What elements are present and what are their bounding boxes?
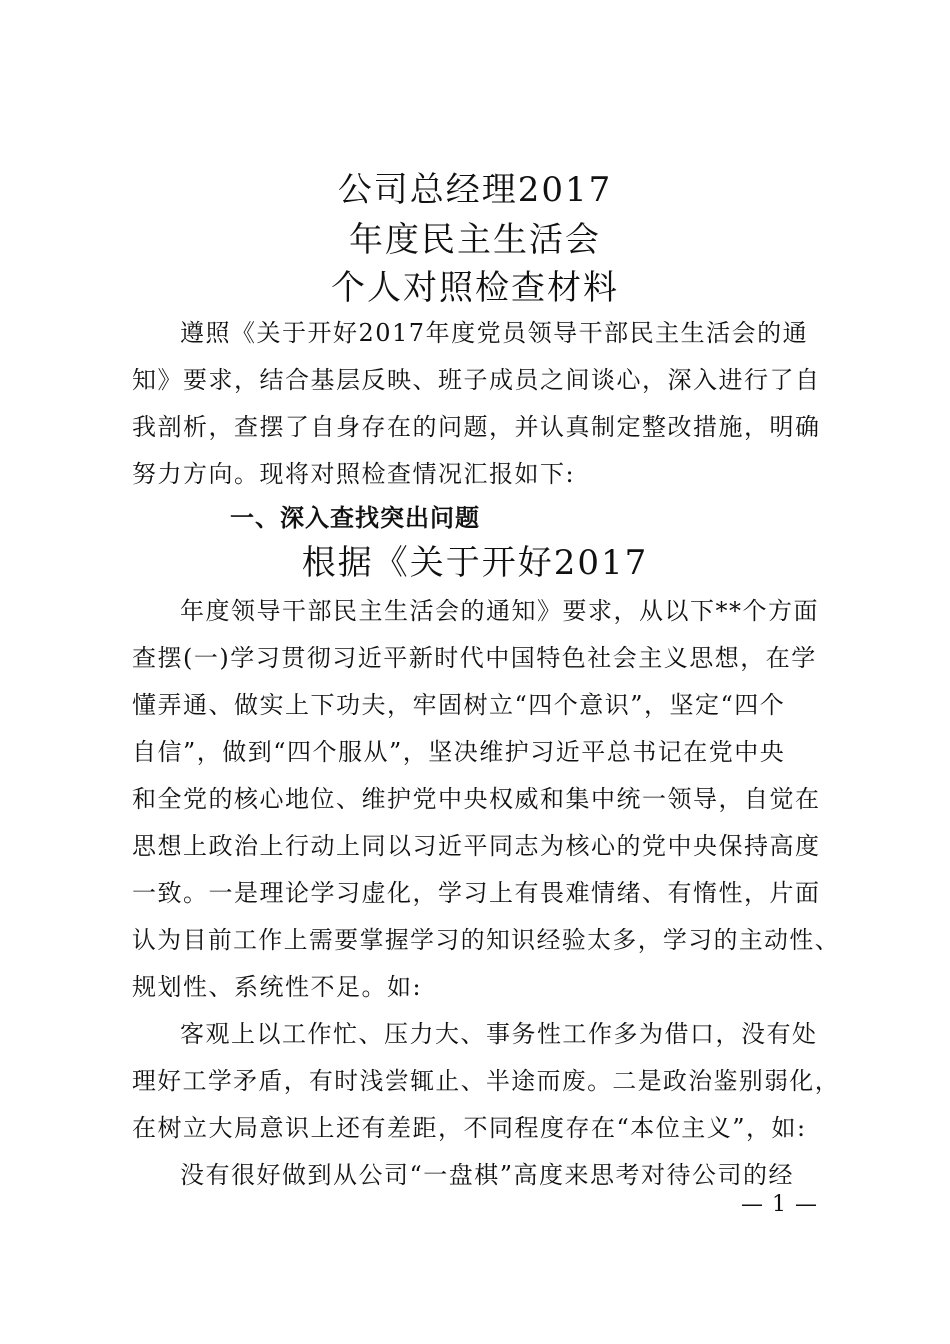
body-line-10: 客观上以工作忙、压力大、事务性工作多为借口，没有处 — [180, 1020, 818, 1048]
body-line-5: 和全党的核心地位、维护党中央权威和集中统一领导，自觉在 — [132, 785, 821, 813]
body-line-11: 理好工学矛盾，有时浅尝辄止、半途而废。二是政治鉴别弱化， — [132, 1067, 841, 1095]
body-line-7: 一致。一是理论学习虚化，学习上有畏难情绪、有惰性，片面 — [132, 879, 821, 907]
body-line-3: 懂弄通、做实上下功夫，牢固树立“四个意识”，坚定“四个 — [132, 691, 786, 719]
body-line-1: 年度领导干部民主生活会的通知》要求，从以下**个方面 — [180, 597, 819, 625]
body-line-8: 认为目前工作上需要掌握学习的知识经验太多，学习的主动性、 — [132, 926, 841, 954]
intro-line-4: 努力方向。现将对照检查情况汇报如下: — [132, 460, 576, 488]
body-line-13: 没有很好做到从公司“一盘棋”高度来思考对待公司的经 — [180, 1161, 795, 1189]
body-line-12: 在树立大局意识上还有差距，不同程度存在“本位主义”，如: — [132, 1114, 807, 1142]
intro-line-3: 我剖析，查摆了自身存在的问题，并认真制定整改措施，明确 — [132, 413, 821, 441]
intro-line-1: 遵照《关于开好2017年度党员领导干部民主生活会的通 — [180, 319, 809, 347]
document-title-line-3: 个人对照检查材料 — [331, 268, 619, 308]
large-text-line: 根据《关于开好2017 — [301, 543, 649, 583]
body-line-6: 思想上政治上行动上同以习近平同志为核心的党中央保持高度 — [132, 832, 821, 860]
document-title-line-2: 年度民主生活会 — [349, 220, 601, 260]
body-line-4: 自信”，做到“四个服从”，坚决维护习近平总书记在党中央 — [132, 738, 786, 766]
body-line-9: 规划性、系统性不足。如: — [132, 973, 423, 1001]
intro-line-2: 知》要求，结合基层反映、班子成员之间谈心，深入进行了自 — [132, 366, 821, 394]
body-line-2: 查摆(一)学习贯彻习近平新时代中国特色社会主义思想，在学 — [132, 644, 817, 672]
page-number: — 1 — — [741, 1192, 818, 1217]
document-title-line-1: 公司总经理2017 — [337, 170, 613, 210]
section-heading: 一、深入查找突出问题 — [230, 504, 480, 532]
